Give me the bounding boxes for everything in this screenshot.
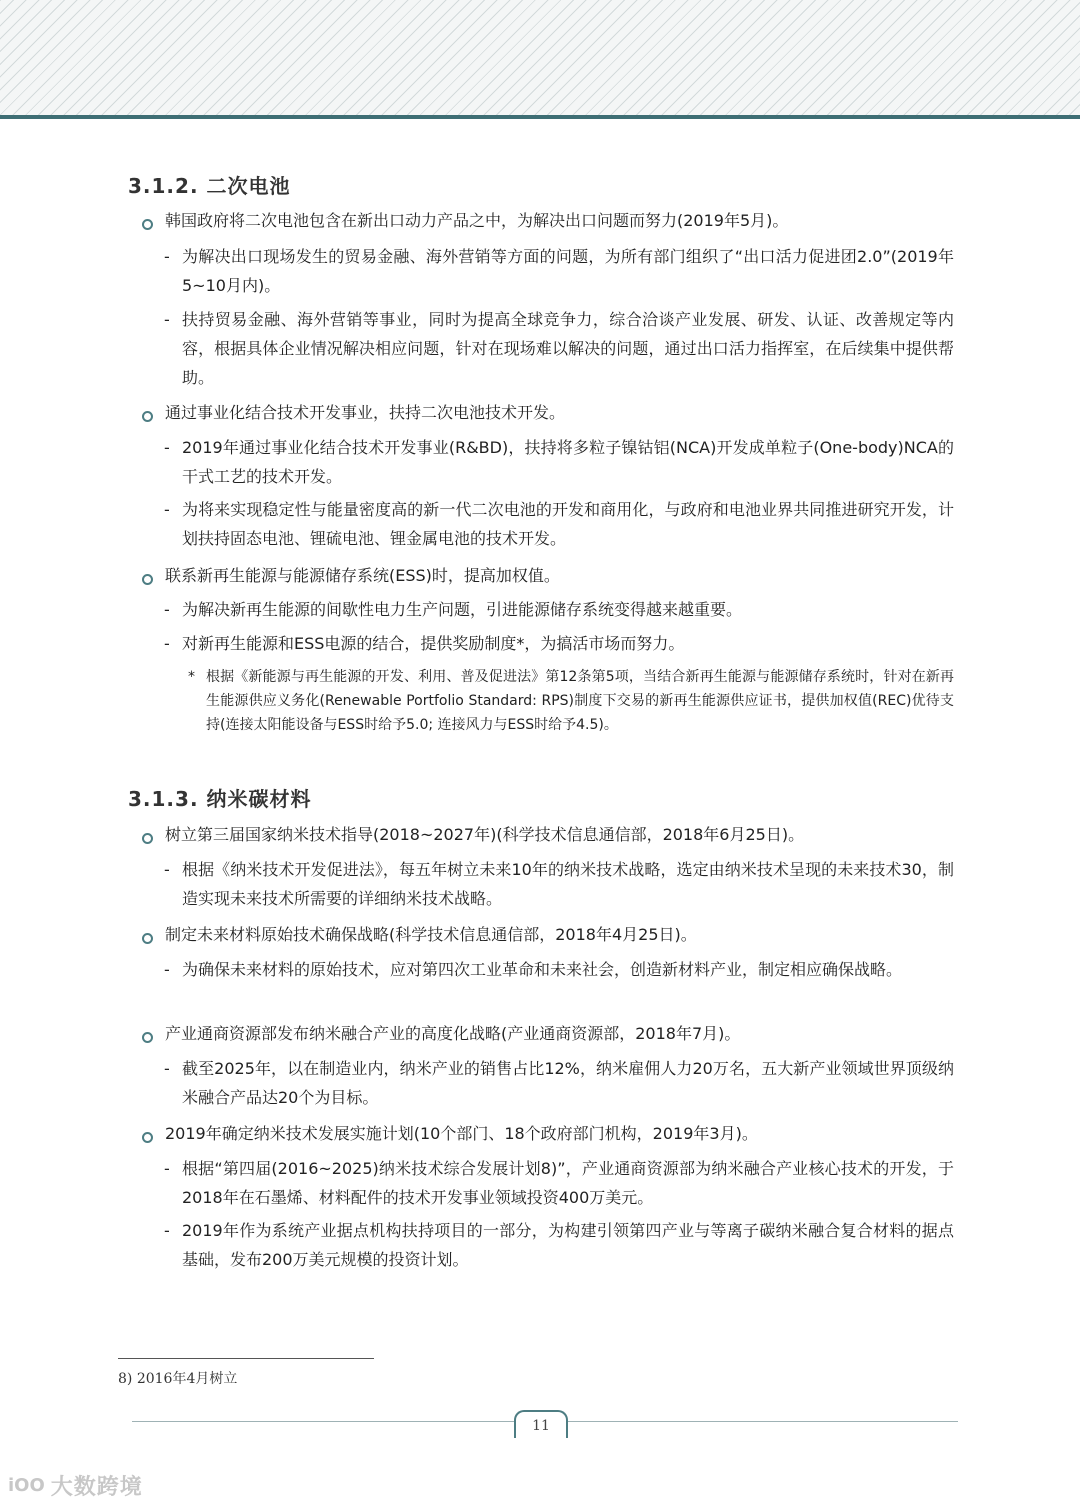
section-heading: 3.1.2. 二次电池	[128, 174, 291, 198]
bullet-item	[142, 1126, 758, 1148]
sub-item-text: 为解决新再生能源的间歇性电力生产问题，引进能源储存系统变得越来越重要。	[182, 600, 743, 619]
footnote-rule	[118, 1358, 374, 1359]
sub-item	[164, 855, 954, 913]
sub-item-text: 截至2025年，以在制造业内，纳米产业的销售占比12%，纳米雇佣人力20万名，五大新产业领域世界顶级纳米融合产品达20个为目标。	[182, 1059, 954, 1107]
sub-item	[164, 242, 954, 300]
sub-item	[164, 495, 954, 553]
sub-item-text: 根据《纳米技术开发促进法》，每五年树立未来10年的纳米技术战略，选定由纳米技术呈现的未来技术30，制造实现未来技术所需要的详细纳米技术战略。	[182, 860, 954, 908]
note-text: 根据《新能源与再生能源的开发、利用、普及促进法》第12条第5项，当结合新再生能源与能源储存系统时，针对在新再生能源供应义务化(Renewable Portfolio Standard: RPS)制度下交易的新再生能源供应证书，提供加权值(REC)优待支持(连接太阳能设备与ESS时给予5.0; 连接风力与ESS时给予4.5)。	[206, 669, 954, 733]
bullet-circle-icon	[142, 219, 153, 230]
dash-marker: -	[164, 438, 170, 457]
bullet-text: 制定未来材料原始技术确保战略(科学技术信息通信部，2018年4月25日)。	[165, 925, 697, 944]
sub-item-text: 为解决出口现场发生的贸易金融、海外营销等方面的问题，为所有部门组织了“出口活力促进团2.0”(2019年5~10月内)。	[182, 247, 954, 295]
dash-marker: -	[164, 310, 170, 329]
bullet-text: 通过事业化结合技术开发事业，扶持二次电池技术开发。	[165, 403, 566, 422]
page-rule-right	[566, 1421, 958, 1422]
sub-item	[164, 629, 954, 658]
dash-marker: -	[164, 1159, 170, 1178]
sub-item	[164, 1216, 954, 1274]
sub-item	[164, 433, 954, 491]
dash-marker: -	[164, 860, 170, 879]
sub-item	[164, 595, 954, 624]
watermark-logo-icon: iOO	[8, 1475, 45, 1496]
bullet-item	[142, 213, 788, 235]
watermark-text: 大数跨境	[50, 1475, 143, 1500]
sub-item-text: 2019年作为系统产业据点机构扶持项目的一部分，为构建引领第四产业与等离子碳纳米融合复合材料的据点基础，发布200万美元规模的投资计划。	[182, 1221, 954, 1269]
note-item	[188, 665, 954, 737]
dash-marker: -	[164, 960, 170, 979]
page-number: 11	[532, 1418, 550, 1434]
sub-item	[164, 305, 954, 392]
bullet-text: 产业通商资源部发布纳米融合产业的高度化战略(产业通商资源部，2018年7月)。	[165, 1024, 741, 1043]
dash-marker: -	[164, 247, 170, 266]
sub-item-text: 对新再生能源和ESS电源的结合，提供奖励制度*，为搞活市场而努力。	[182, 634, 685, 653]
bullet-circle-icon	[142, 1132, 153, 1143]
bullet-circle-icon	[142, 411, 153, 422]
bullet-item	[142, 927, 697, 949]
dash-marker: -	[164, 634, 170, 653]
bullet-item	[142, 405, 565, 427]
sub-item	[164, 955, 954, 984]
dash-marker: -	[164, 500, 170, 519]
bullet-circle-icon	[142, 1032, 153, 1043]
bullet-text: 联系新再生能源与能源储存系统(ESS)时，提高加权值。	[165, 566, 560, 585]
dash-marker: -	[164, 600, 170, 619]
sub-item-text: 2019年通过事业化结合技术开发事业(R&BD)，扶持将多粒子镍钴铝(NCA)开发成单粒子(One-body)NCA的干式工艺的技术开发。	[182, 438, 954, 486]
bullet-item	[142, 827, 804, 849]
bullet-item	[142, 568, 560, 590]
bullet-circle-icon	[142, 574, 153, 585]
header-pattern-band	[0, 0, 1080, 115]
header-rule	[0, 115, 1080, 119]
sub-item	[164, 1154, 954, 1212]
bullet-text: 树立第三届国家纳米技术指导(2018~2027年)(科学技术信息通信部，2018年6月25日)。	[165, 825, 805, 844]
bullet-item	[142, 1026, 740, 1048]
sub-item-text: 根据“第四届(2016~2025)纳米技术综合发展计划8)”，产业通商资源部为纳米融合产业核心技术的开发，于2018年在石墨烯、材料配件的技术开发事业领域投资400万美元。	[182, 1159, 954, 1207]
sub-item-text: 扶持贸易金融、海外营销等事业，同时为提高全球竞争力，综合洽谈产业发展、研发、认证、改善规定等内容，根据具体企业情况解决相应问题，针对在现场难以解决的问题，通过出口活力指挥室，在后续集中提供帮助。	[182, 310, 954, 387]
page-rule-left	[132, 1421, 514, 1422]
bullet-circle-icon	[142, 933, 153, 944]
sub-item	[164, 1054, 954, 1112]
bullet-circle-icon	[142, 833, 153, 844]
note-marker: *	[188, 669, 195, 685]
dash-marker: -	[164, 1221, 170, 1240]
sub-item-text: 为确保未来材料的原始技术，应对第四次工业革命和未来社会，创造新材料产业，制定相应确保战略。	[182, 960, 903, 979]
watermark	[8, 1470, 143, 1501]
sub-item-text: 为将来实现稳定性与能量密度高的新一代二次电池的开发和商用化，与政府和电池业界共同推进研究开发，计划扶持固态电池、锂硫电池、锂金属电池的技术开发。	[182, 500, 954, 548]
bullet-text: 2019年确定纳米技术发展实施计划(10个部门、18个政府部门机构，2019年3月)。	[165, 1124, 758, 1143]
footnote: 8) 2016年4月树立	[118, 1371, 238, 1387]
section-heading: 3.1.3. 纳米碳材料	[128, 787, 312, 811]
dash-marker: -	[164, 1059, 170, 1078]
bullet-text: 韩国政府将二次电池包含在新出口动力产品之中，为解决出口问题而努力(2019年5月)。	[165, 211, 789, 230]
